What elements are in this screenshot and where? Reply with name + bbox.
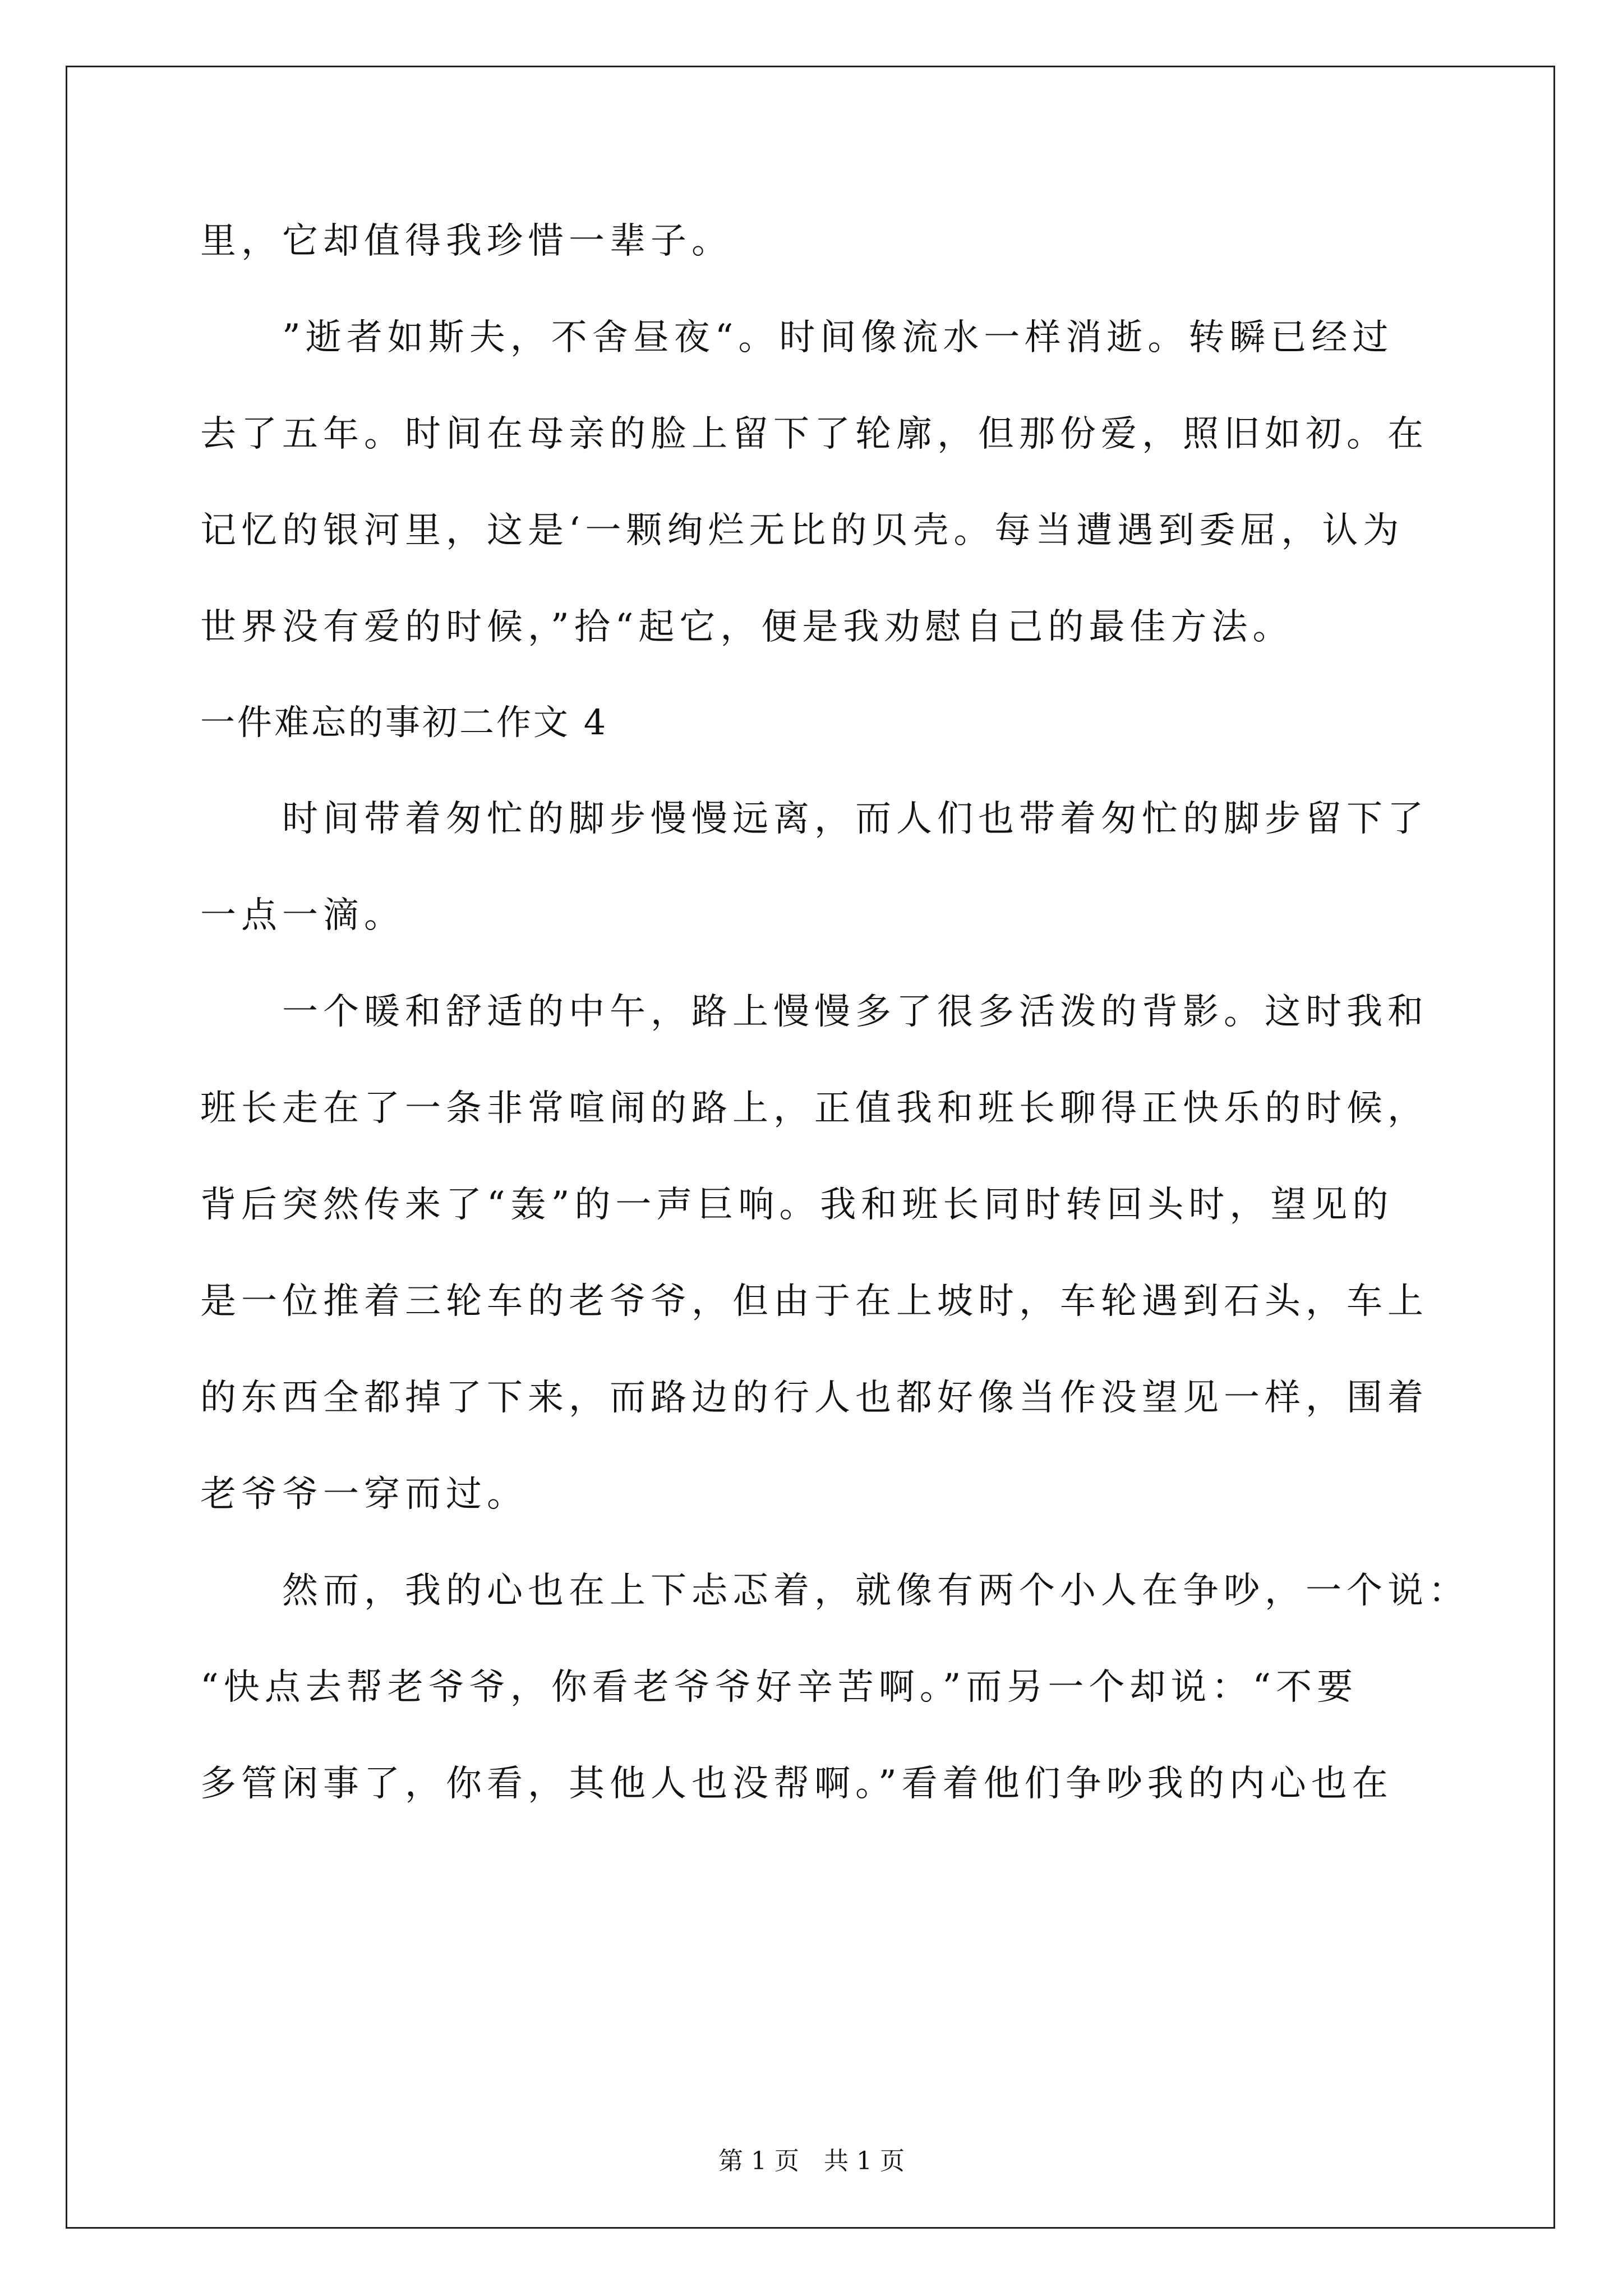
- text-line: 班长走在了一条非常喧闹的路上，正值我和班长聊得正快乐的时候，: [200, 1088, 1428, 1129]
- text-line: 的东西全都掉了下来，而路边的行人也都好像当作没望见一样，围着: [200, 1377, 1428, 1419]
- text-line: 记忆的银河里，这是‘一颗绚烂无比的贝壳。每当遭遇到委屈，认为: [200, 510, 1404, 551]
- text-line: 老爷爷一穿而过。: [200, 1474, 528, 1515]
- text-line: 是一位推着三轮车的老爷爷，但由于在上坡时，车轮遇到石头，车上: [200, 1281, 1428, 1322]
- text-line: 里，它却值得我珍惜一辈子。: [200, 220, 732, 262]
- text-line: 世界没有爱的时候，”拾“起它，便是我劝慰自己的最佳方法。: [200, 606, 1294, 648]
- text-line: 然而，我的心也在上下忐忑着，就像有两个小人在争吵，一个说：: [200, 1570, 1469, 1612]
- text-line: ”逝者如斯夫，不舍昼夜“。时间像流水一样消逝。转瞬已经过: [200, 317, 1394, 358]
- text-line: 时间带着匆忙的脚步慢慢远离，而人们也带着匆忙的脚步留下了: [200, 798, 1428, 840]
- page-border: [66, 66, 1555, 2229]
- text-line: 多管闲事了，你看，其他人也没帮啊。”看着他们争吵我的内心也在: [200, 1763, 1393, 1805]
- text-line: 背后突然传来了“轰”的一声巨响。我和班长同时转回头时，望见的: [200, 1184, 1394, 1226]
- text-line: “快点去帮老爷爷，你看老爷爷好辛苦啊。”而另一个却说：“不要: [200, 1667, 1358, 1708]
- section-heading: 一件难忘的事初二作文 4: [200, 702, 608, 743]
- text-line: 去了五年。时间在母亲的脸上留下了轮廓，但那份爱，照旧如初。在: [200, 413, 1428, 455]
- page-footer: 第 1 页 共 1 页: [718, 2147, 905, 2175]
- text-line: 一点一滴。: [200, 895, 405, 936]
- text-line: 一个暖和舒适的中午，路上慢慢多了很多活泼的背影。这时我和: [200, 991, 1428, 1033]
